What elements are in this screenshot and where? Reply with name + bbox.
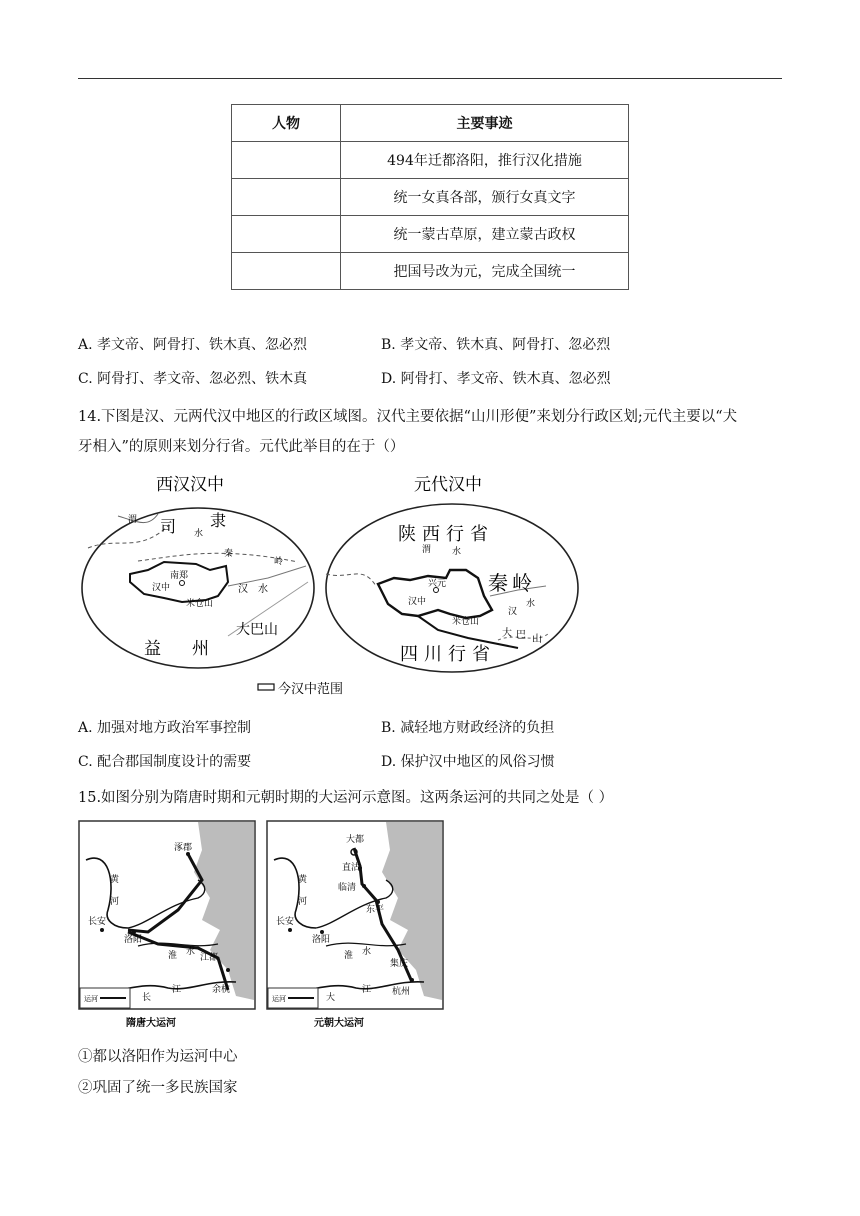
city-hangzhou-marker (410, 978, 414, 982)
left-label-ling: 岭 (274, 557, 284, 567)
city-luoyang-marker (132, 930, 136, 934)
table-cell-person (232, 216, 341, 253)
q13-option-c[interactable]: C. 阿骨打、孝文帝、忽必烈、铁木真 (78, 371, 308, 387)
table-header-deeds: 主要事迹 (341, 105, 629, 142)
right-label-shan: 山 (532, 634, 542, 645)
label-chang: 长 (142, 993, 152, 1003)
left-label-wei: 渭 (128, 515, 138, 525)
label-luoyang: 洛阳 (124, 935, 143, 945)
city-luoyang-marker (320, 930, 324, 934)
right-label-shui2: 水 (526, 599, 536, 609)
city-changan-marker (100, 928, 104, 932)
q14-option-b[interactable]: B. 减轻地方财政经济的负担 (381, 720, 555, 736)
table-header-person: 人物 (232, 105, 341, 142)
label-dongping: 东平 (366, 905, 385, 915)
legend-label: 运河 (272, 995, 286, 1003)
label-dadu: 大都 (346, 835, 365, 845)
map-caption: 隋唐大运河 (126, 1018, 176, 1029)
q15-statement-2: ②巩固了统一多民族国家 (78, 1080, 238, 1096)
right-label-sichuan: 四川行省 (400, 644, 496, 665)
table-cell-person (232, 253, 341, 290)
left-map-title: 西汉汉中 (156, 475, 224, 495)
label-huang: 黄 (298, 875, 308, 885)
table-cell-deed: 494年迁都洛阳，推行汉化措施 (341, 142, 629, 179)
label-hangzhou: 杭州 (392, 987, 411, 997)
q14-option-a[interactable]: A. 加强对地方政治军事控制 (78, 720, 252, 736)
table-cell-person (232, 179, 341, 216)
q15-statement-1: ①都以洛阳作为运河中心 (78, 1049, 238, 1065)
label-luoyang: 洛阳 (312, 935, 331, 945)
label-he: 河 (298, 897, 308, 907)
figure-deeds-table (231, 104, 629, 290)
legend-label: 运河 (84, 995, 98, 1003)
left-label-zhou: 州 (192, 639, 209, 659)
right-label-shaanxi: 陕西行省 (398, 524, 494, 545)
label-changan: 长安 (276, 917, 295, 927)
left-label-hanzhong: 汉中 (152, 583, 171, 593)
city-changan-marker (288, 928, 292, 932)
city-nanzheng-marker (180, 581, 185, 586)
label-zhigu: 直沽 (342, 863, 361, 873)
left-label-yi: 益 (144, 639, 161, 659)
right-map-title: 元代汉中 (414, 475, 482, 495)
table-cell-deed: 把国号改为元，完成全国统一 (341, 253, 629, 290)
label-shui: 水 (186, 947, 196, 957)
label-jiang: 江 (172, 985, 182, 995)
q14-option-c[interactable]: C. 配合郡国制度设计的需要 (78, 754, 252, 770)
left-river-han (228, 566, 306, 586)
yuan-canal-map (266, 820, 444, 1030)
right-label-micangshan: 米仓山 (452, 617, 480, 627)
q14-stem-line2: 牙相入”的原则来划分行省。元代此举目的在于（） (78, 439, 405, 455)
left-hanzhong-region (130, 562, 228, 602)
label-jiang: 江 (362, 985, 372, 995)
left-label-micangshan: 米仓山 (186, 599, 214, 609)
q15-stem: 15.如图分别为隋唐时期和元朝时期的大运河示意图。这两条运河的共同之处是（ ） (78, 790, 614, 806)
table-row (232, 179, 629, 216)
table-cell-deed: 统一女真各部，颁行女真文字 (341, 179, 629, 216)
map-caption: 元朝大运河 (314, 1018, 364, 1029)
right-hanzhong-region (378, 570, 492, 618)
right-boundary-line (326, 574, 376, 586)
q14-option-d[interactable]: D. 保护汉中地区的风俗习惯 (381, 754, 555, 770)
table-cell-deed: 统一蒙古草原，建立蒙古政权 (341, 216, 629, 253)
left-label-li: 隶 (210, 511, 227, 530)
legend-swatch (258, 684, 274, 690)
left-label-si: 司 (160, 517, 177, 536)
left-label-shui1: 水 (194, 529, 204, 539)
left-label-nanzheng: 南郑 (170, 571, 189, 581)
label-zhuojun: 涿郡 (174, 843, 193, 853)
legend-label: 今汉中范围 (278, 682, 344, 697)
left-label-dabashan: 大巴山 (236, 622, 278, 638)
right-label-da: 大 (502, 628, 512, 639)
label-jiqing: 集庆 (390, 959, 409, 969)
label-shui: 水 (362, 947, 372, 957)
label-linqing: 临清 (338, 883, 357, 893)
city-dongping-marker (376, 900, 380, 904)
label-huai: 淮 (344, 951, 354, 961)
q13-option-a[interactable]: A. 孝文帝、阿骨打、铁木真、忽必烈 (78, 337, 308, 353)
left-label-shui2: 水 (258, 584, 268, 595)
label-huai: 淮 (168, 951, 178, 961)
table-row (232, 216, 629, 253)
q13-option-d[interactable]: D. 阿骨打、孝文帝、铁木真、忽必烈 (381, 371, 611, 387)
city-yuhang-marker (226, 968, 230, 972)
label-changan: 长安 (88, 917, 107, 927)
label-jiangdu: 江都 (200, 953, 219, 963)
q14-hanzhong-map (78, 466, 588, 702)
q13-option-b[interactable]: B. 孝文帝、铁木真、阿骨打、忽必烈 (381, 337, 611, 353)
label-da: 大 (326, 993, 336, 1003)
right-label-hanzhong: 汉中 (408, 597, 427, 607)
right-label-shui1: 水 (452, 547, 462, 557)
right-label-wei: 渭 (422, 545, 432, 555)
left-label-qin: 秦 (224, 549, 234, 559)
city-linqing-marker (362, 884, 366, 888)
table-row (232, 142, 629, 179)
sui-tang-canal-map (78, 820, 256, 1030)
table-row (232, 253, 629, 290)
label-he: 河 (110, 897, 120, 907)
left-label-han: 汉 (238, 584, 248, 595)
right-label-ba: 巴 (516, 630, 526, 641)
right-label-han: 汉 (508, 607, 518, 617)
right-label-xingyuan: 兴元 (428, 579, 447, 589)
right-label-qinling: 秦岭 (488, 571, 536, 595)
label-yuhang: 余杭 (212, 985, 231, 995)
header-rule (78, 78, 782, 79)
table-cell-person (232, 142, 341, 179)
label-huang: 黄 (110, 875, 120, 885)
q14-stem-line1: 14.下图是汉、元两代汉中地区的行政区域图。汉代主要依据“山川形便”来划分行政区划;元代主要以“犬 (78, 409, 738, 425)
table-header-row (232, 105, 629, 142)
